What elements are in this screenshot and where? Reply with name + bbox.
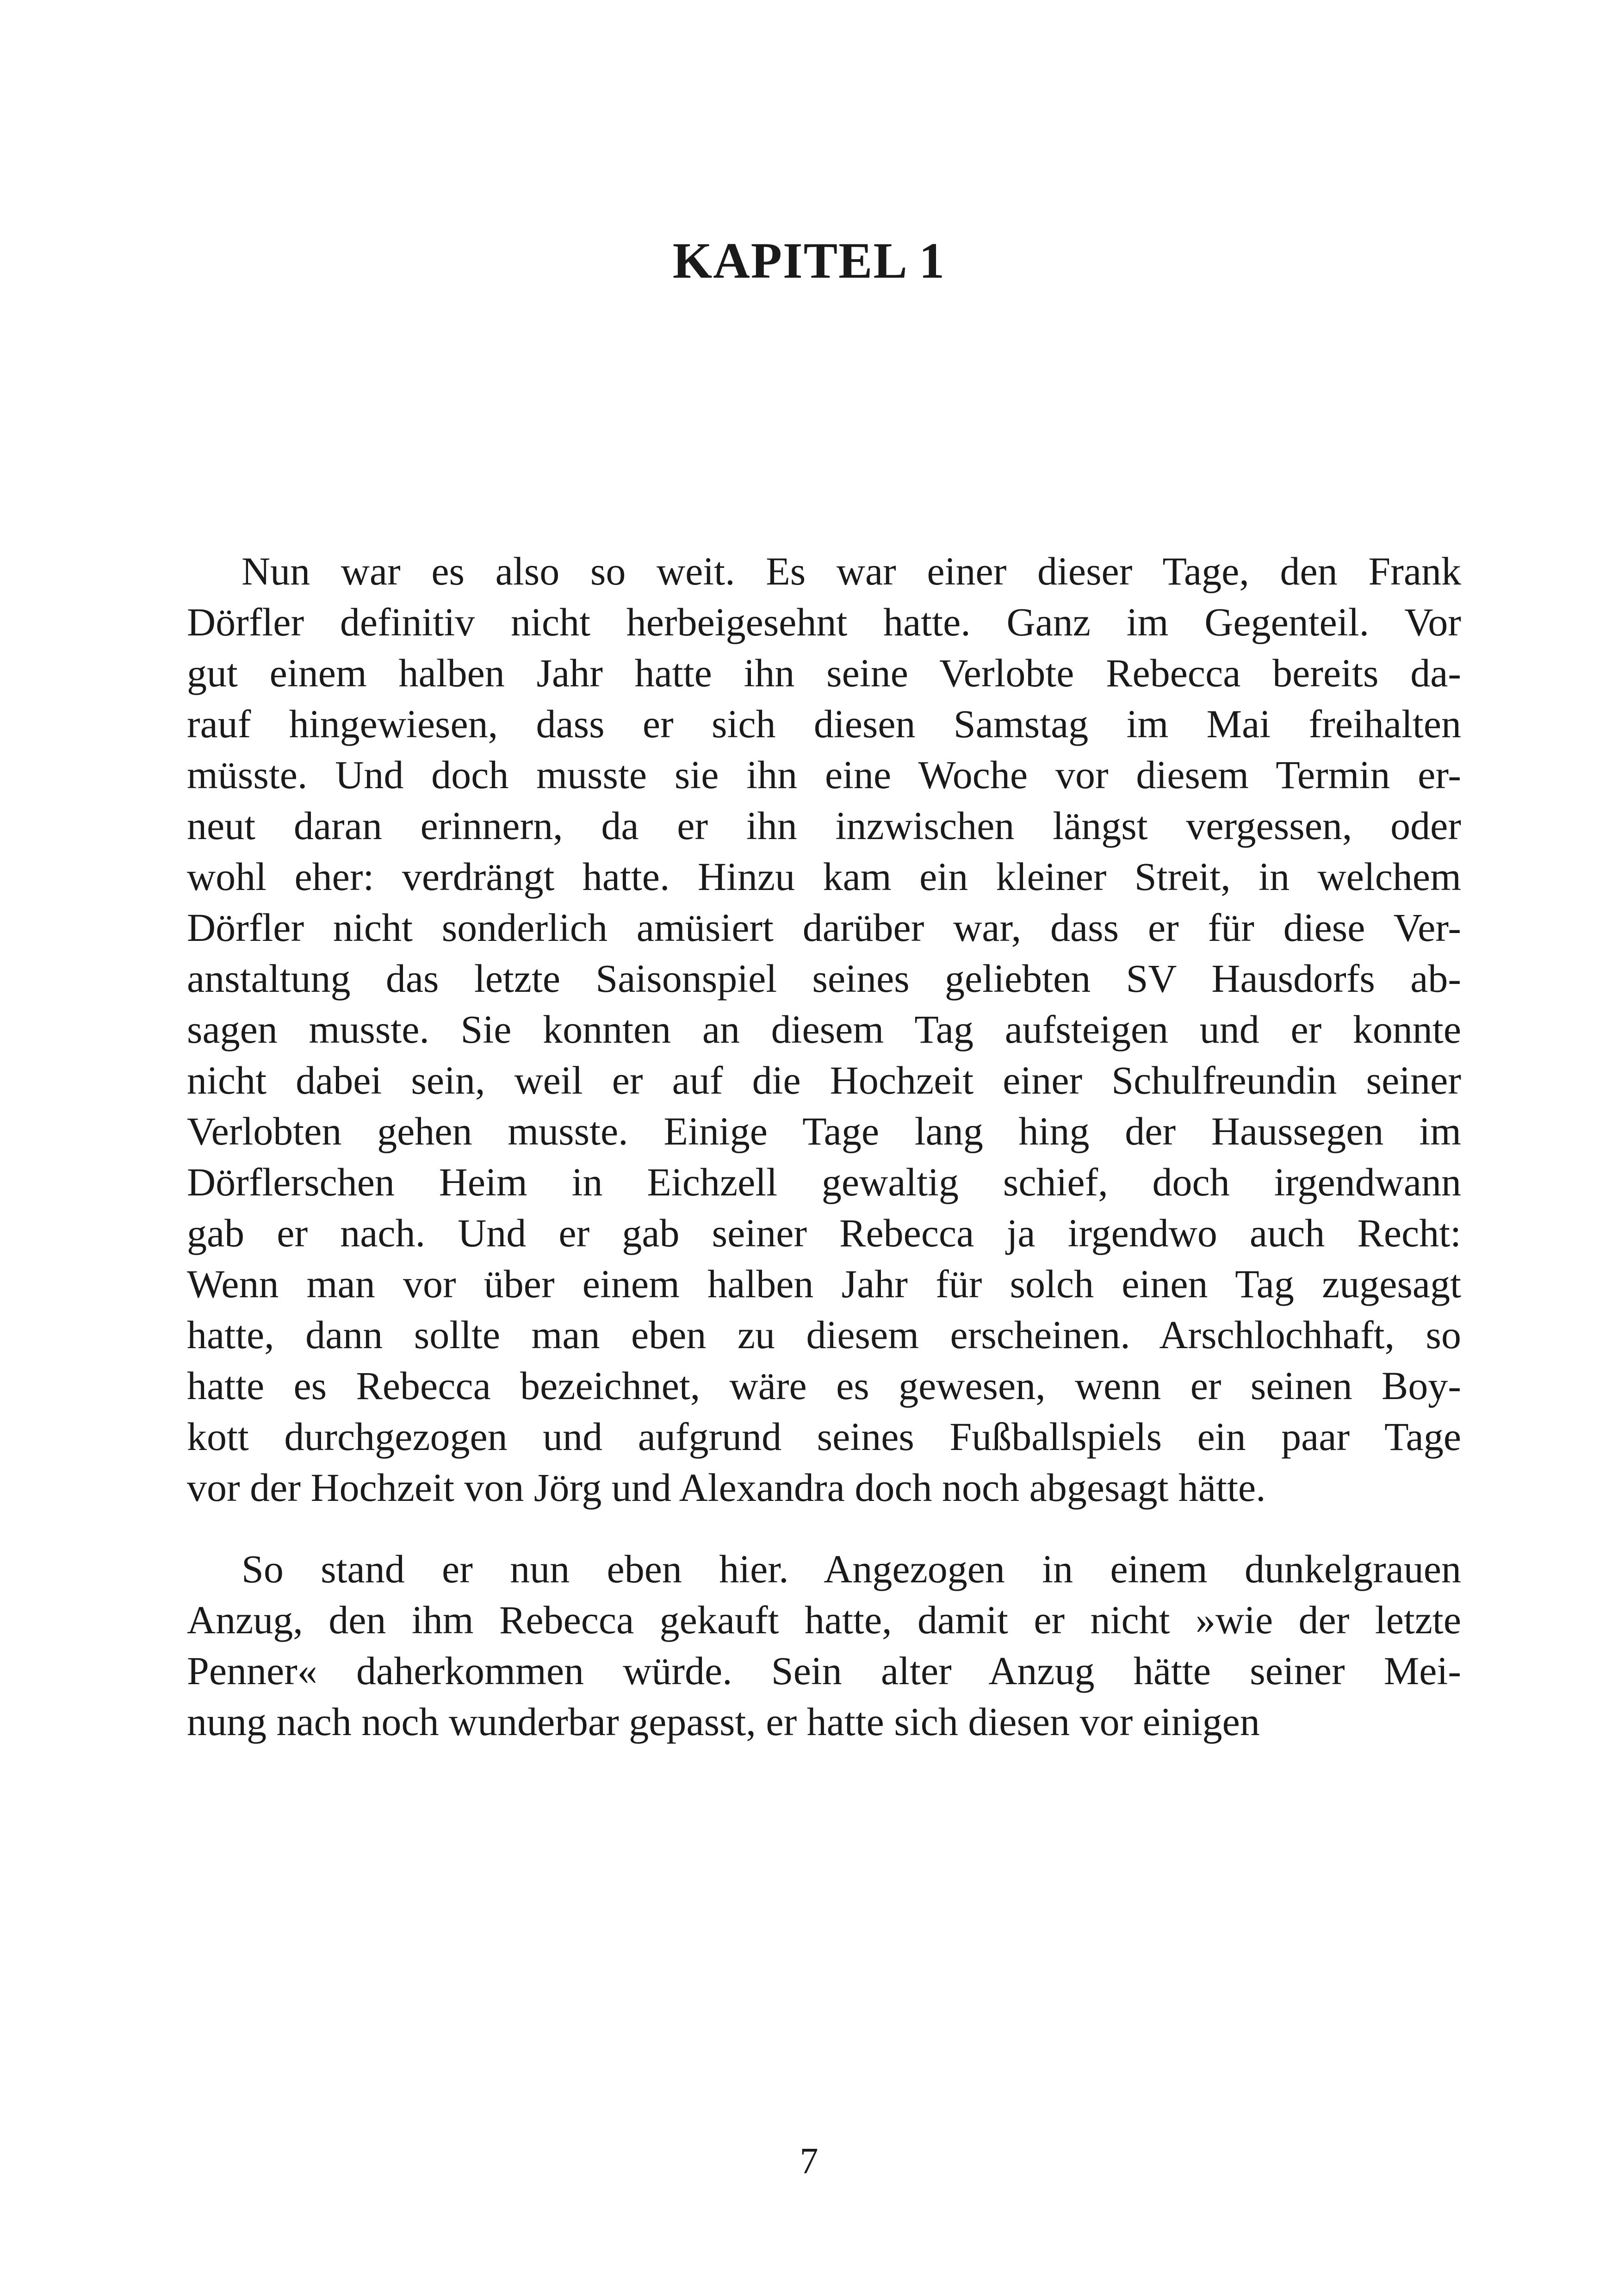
text-line: Wenn man vor über einem halben Jahr für solch einen Tag zugesagt bbox=[187, 1262, 1461, 1306]
text-line: Dörfler nicht sonderlich amüsiert darüber war, dass er für diese Ver- bbox=[187, 905, 1461, 950]
text-line: Verlobten gehen musste. Einige Tage lang hing der Haussegen im bbox=[187, 1109, 1461, 1153]
text-line: gab er nach. Und er gab seiner Rebecca ja irgendwo auch Recht: bbox=[187, 1211, 1461, 1255]
body-text bbox=[187, 546, 1461, 1747]
text-line: vor der Hochzeit von Jörg und Alexandra doch noch abgesagt hätte. bbox=[187, 1465, 1266, 1510]
text-line: nung nach noch wunderbar gepasst, er hatte sich diesen vor einigen bbox=[187, 1699, 1260, 1744]
paragraph bbox=[187, 1543, 1461, 1747]
text-line: anstaltung das letzte Saisonspiel seines geliebten SV Hausdorfs ab- bbox=[187, 956, 1461, 1001]
text-line: gut einem halben Jahr hatte ihn seine Verlobte Rebecca bereits da- bbox=[187, 651, 1461, 695]
text-line: nicht dabei sein, weil er auf die Hochzeit einer Schulfreundin seiner bbox=[187, 1058, 1461, 1102]
text-line: hatte, dann sollte man eben zu diesem erscheinen. Arschlochhaft, so bbox=[187, 1313, 1461, 1357]
text-line: kott durchgezogen und aufgrund seines Fußballspiels ein paar Tage bbox=[187, 1414, 1461, 1459]
text-line: sagen musste. Sie konnten an diesem Tag aufsteigen und er konnte bbox=[187, 1007, 1461, 1052]
text-line: rauf hingewiesen, dass er sich diesen Samstag im Mai freihalten bbox=[187, 702, 1461, 746]
text-line: hatte es Rebecca bezeichnet, wäre es gewesen, wenn er seinen Boy- bbox=[187, 1363, 1461, 1408]
text-line: Penner« daherkommen würde. Sein alter Anzug hätte seiner Mei- bbox=[187, 1649, 1461, 1693]
text-line: müsste. Und doch musste sie ihn eine Woche vor diesem Termin er- bbox=[187, 753, 1461, 797]
text-line: Anzug, den ihm Rebecca gekauft hatte, damit er nicht »wie der letzte bbox=[187, 1598, 1461, 1642]
paragraph bbox=[187, 546, 1461, 1513]
page-number: 7 bbox=[800, 2141, 818, 2182]
text-line: wohl eher: verdrängt hatte. Hinzu kam ein kleiner Streit, in welchem bbox=[187, 854, 1461, 899]
chapter-title: KAPITEL 1 bbox=[672, 232, 946, 289]
text-line: neut daran erinnern, da er ihn inzwischen längst vergessen, oder bbox=[187, 803, 1461, 848]
text-line: Nun war es also so weit. Es war einer dieser Tage, den Frank bbox=[242, 549, 1461, 593]
text-line: So stand er nun eben hier. Angezogen in einem dunkelgrauen bbox=[242, 1547, 1461, 1591]
text-line: Dörflerschen Heim in Eichzell gewaltig schief, doch irgendwann bbox=[187, 1160, 1461, 1204]
text-line: Dörfler definitiv nicht herbeigesehnt hatte. Ganz im Gegenteil. Vor bbox=[187, 600, 1461, 644]
